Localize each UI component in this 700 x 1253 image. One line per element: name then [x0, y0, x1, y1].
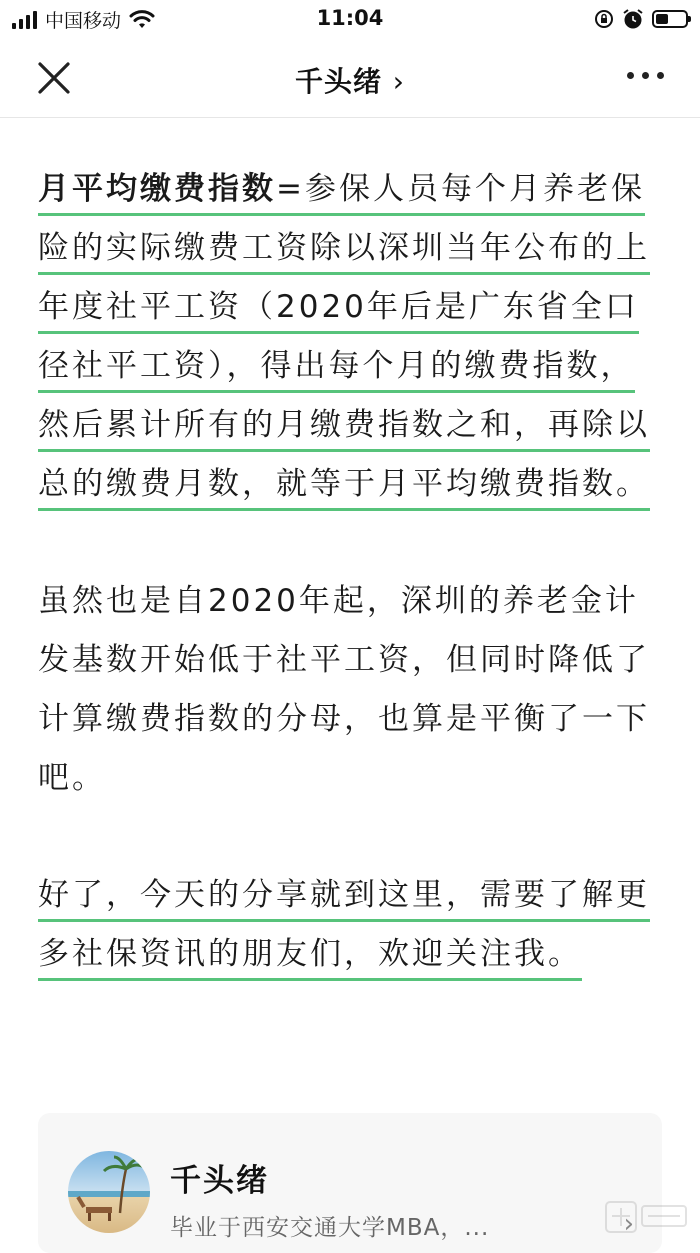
status-time: 11:04	[316, 6, 384, 30]
lock-rotation-icon	[594, 9, 614, 29]
author-card[interactable]	[38, 1113, 662, 1253]
chevron-right-icon: ›	[623, 1209, 634, 1239]
chevron-right-icon: ›	[392, 65, 405, 98]
watermark-logo	[602, 1196, 692, 1238]
status-bar	[0, 0, 700, 40]
paragraph-closing	[38, 866, 664, 984]
definition-text: =参保人员每个月养老保险的实际缴费工资除以深圳当年公布的上年度社平工资（2020年后是广东省全口径社平工资），得出每个月的缴费指数，然后累计所有的月缴费指数之和，再除以总的缴费月数，就等于月平均缴费指数。	[38, 171, 650, 502]
nav-bar	[0, 40, 700, 118]
account-title: 千头绪	[295, 65, 383, 98]
carrier-label: 中国移动	[45, 10, 122, 32]
highlighted-text	[38, 171, 650, 511]
account-title-link[interactable]	[0, 60, 700, 100]
battery-icon	[652, 10, 688, 28]
closing-highlighted-text: 好了，今天的分享就到这里，需要了解更多社保资讯的朋友们，欢迎关注我。	[38, 877, 650, 981]
status-right	[594, 8, 688, 30]
paragraph-definition	[38, 160, 664, 514]
avatar-image	[68, 1151, 150, 1233]
paragraph-note: 虽然也是自2020年起，深圳的养老金计发基数开始低于社平工资，但同时降低了计算缴费指数的分母，也算是平衡了一下吧。	[38, 583, 650, 796]
alarm-icon	[622, 8, 644, 30]
bold-term: 月平均缴费指数	[38, 171, 276, 207]
author-name: 千头绪	[170, 1163, 269, 1199]
author-description: 毕业于西安交通大学MBA，...	[170, 1215, 490, 1241]
article-body	[38, 160, 664, 984]
more-icon[interactable]	[627, 72, 664, 79]
